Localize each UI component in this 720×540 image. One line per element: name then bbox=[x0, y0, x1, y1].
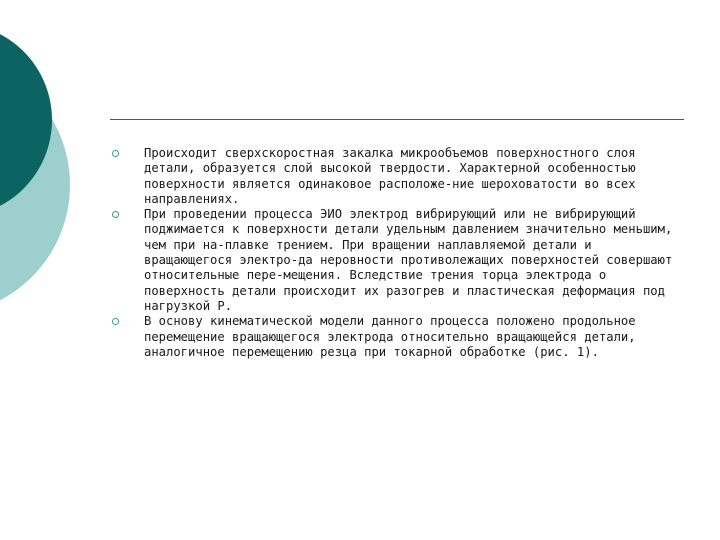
decorative-circles bbox=[0, 0, 110, 300]
bullet-text: Происходит сверхскоростная закалка микрообъемов поверхностного слоя детали, образуется слой высокой твердости. Характерной особенностью поверхности является одинаковое расположе-ние шероховатости во всех направлениях. bbox=[144, 146, 636, 206]
bullet-item bbox=[112, 314, 678, 360]
circle-bullet-icon bbox=[112, 150, 119, 157]
circle-bullet-icon bbox=[112, 318, 119, 325]
bullet-item bbox=[112, 207, 678, 314]
title-divider bbox=[110, 119, 684, 120]
bullet-text: При проведении процесса ЭИО электрод вибрирующий или не вибрирующий поджимается к поверхности детали удельным давлением значительно меньшим, чем при на-плавке трением. При вращении наплавляемой детали и вращающегося электро-да неровности противолежащих поверхностей совершают относительные пере-мещения. Вследствие трения торца электрода о поверхность детали происходит их разогрев и пластическая деформация под нагрузкой Р. bbox=[144, 207, 673, 313]
bullet-item bbox=[112, 146, 678, 207]
circle-bullet-icon bbox=[112, 211, 119, 218]
bullet-text: В основу кинематической модели данного процесса положено продольное перемещение вращающегося электрода относительно вращающейся детали, аналогичное перемещению резца при токарной обработке (рис. 1). bbox=[144, 314, 636, 359]
bullet-list bbox=[112, 146, 678, 360]
